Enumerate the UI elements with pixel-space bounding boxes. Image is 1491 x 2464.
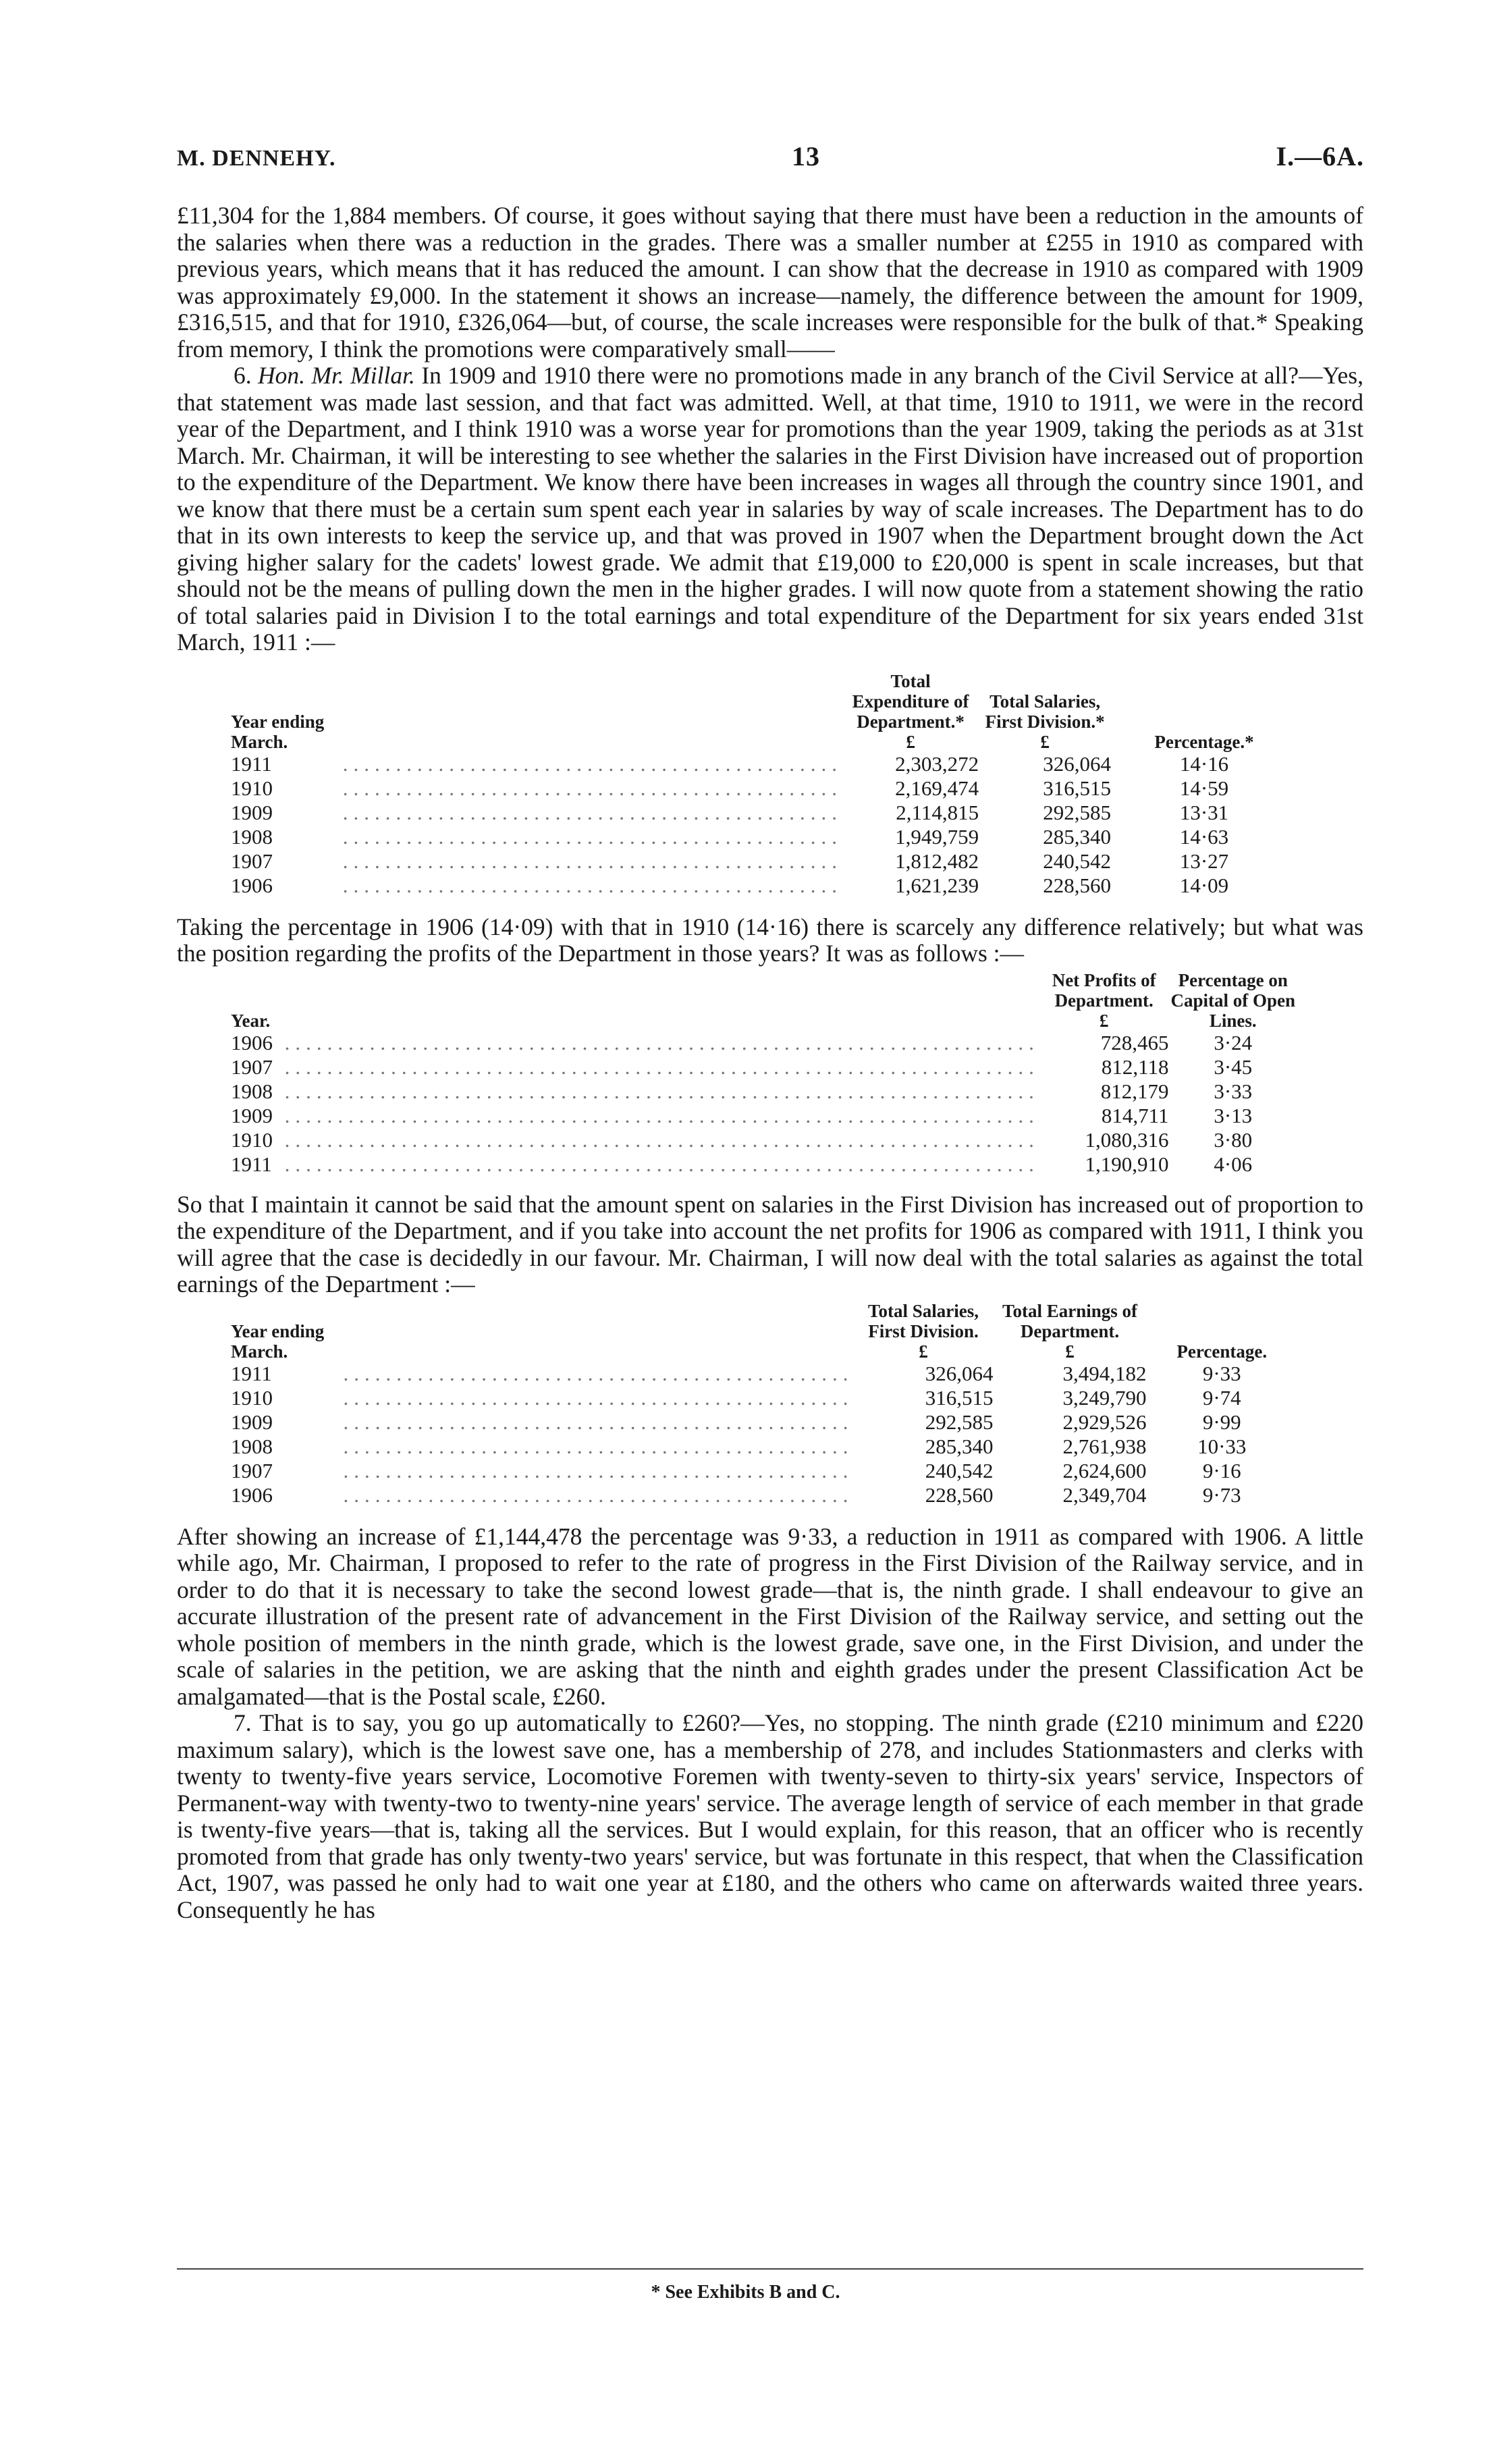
table-row: 1909 ................................................ 292,585 2,929,526 9·99 [231, 1410, 1241, 1434]
paragraph-6: 7. That is to say, you go up automatically to £260?—Yes, no stopping. The ninth grade (£210 minimum and £220 maximum salary), which is the lowest save one, has a membership of 278, and includes Stationmasters and clerks with twenty to twenty-five years service, Locomotive Foremen with twenty-seven to thirty-six years' service, Inspectors of Permanent-way with twenty-two to twenty-nine years' service. The average length of service of each member in that grade is twenty-five years—that is, taking all the services. But I would explain, for this reason, that an officer who is recently promoted from that grade has only twenty-two years' service, but was fortunate in this respect, that when the Classification Act, 1907, was passed he only had to wait one year at £180, and the others who came on afterwards waited three years. Consequently he has [177, 1709, 1363, 1923]
footnote: * See Exhibits B and C. [651, 2282, 840, 2303]
col-percentage-header: Percentage. [1176, 1341, 1268, 1362]
expenditure-table [231, 671, 1297, 898]
col-salaries-header: Total Salaries, First Division. £ [867, 1300, 979, 1362]
earnings-table [231, 1301, 1297, 1507]
paragraph-2 [177, 363, 1363, 656]
table-row: 1908 ............................................... 1,949,759 285,340 14·63 [231, 824, 1229, 849]
table-row: 1908 ....................................................................... 812,179 3·33 [231, 1079, 1253, 1103]
footnote-divider [177, 2268, 1363, 2270]
table-row: 1910 ....................................................................... 1,080,316 3·80 [231, 1127, 1253, 1152]
col-salaries-header: Total Salaries, First Division.* £ [985, 691, 1105, 752]
page-header [177, 140, 1364, 174]
col-percentage-header: Percentage on Capital of Open Lines. [1170, 969, 1296, 1031]
table-row: 1911 ....................................................................... 1,190,910 4·06 [231, 1152, 1253, 1176]
table-header-row [231, 970, 1297, 1031]
paragraph-1: £11,304 for the 1,884 members. Of course, it goes without saying that there must have been a reduction in the amounts of the salaries when there was a reduction in the grades. There was a smaller number at £255 in 1910 as compared with previous years, which means that it has reduced the amount. I can show that the decrease in 1910 as compared with 1909 was approximately £9,000. In the statement it shows an increase—namely, the difference between the amount for 1909, £316,515, and that for 1910, £326,064—but, of course, the scale increases were responsible for the bulk of that.* Speaking from memory, I think the promotions were comparatively small—— [177, 202, 1363, 363]
question-number: 6. [234, 362, 252, 389]
col-earnings-header: Total Earnings of Department. £ [1002, 1300, 1138, 1362]
page-number: 13 [792, 141, 821, 171]
table-row: 1907 ............................................... 1,812,482 240,542 13·27 [231, 849, 1229, 873]
table-row: 1910 ................................................ 316,515 3,249,790 9·74 [231, 1385, 1241, 1410]
table-row: 1907 ....................................................................... 812,118 3·45 [231, 1054, 1253, 1079]
table-header-row [231, 671, 1297, 752]
document-reference: I.—6A. [1276, 141, 1364, 171]
paragraph-2-text: In 1909 and 1910 there were no promotions made in any branch of the Civil Service at all?—Yes, that statement was made last session, and that fact was admitted. Well, at that time, 1910 to 1911, we were in the record year of the Department, and I think 1910 was a worse year for promotions than the year 1909, taking the periods as at 31st March. Mr. Chairman, it will be interesting to see whether the salaries in the First Division have increased out of proportion to the expenditure of the Department. We know there have been increases in wages all through the country since 1901, and we know that there must be a certain sum spent each year in salaries by way of scale increases. The Department has to do that in its own interests to keep the service up, and that was proved in 1907 when the Department brought down the Act giving higher salary for the cadets' lowest grade. We admit that £19,000 to £20,000 is spent in scale increases, but that should not be the means of pulling down the men in the higher grades. I will now quote from a statement showing the ratio of total salaries paid in Division I to the total earnings and total expenditure of the Department for six years ended 31st March, 1911 :— [177, 362, 1363, 655]
paragraph-4: So that I maintain it cannot be said that the amount spent on salaries in the First Division has increased out of proportion to the expenditure of the Department, and if you take into account the net profits for 1906 as compared with 1911, I think you will agree that the case is decidedly in our favour. Mr. Chairman, I will now deal with the total salaries as against the total earnings of the Department :— [177, 1190, 1363, 1297]
table-row: 1909 ....................................................................... 814,711 3·13 [231, 1103, 1253, 1127]
col-year-header: Year ending March. [231, 1320, 325, 1362]
table-row: 1909 ............................................... 2,114,815 292,585 13·31 [231, 800, 1229, 824]
paragraph-3: Taking the percentage in 1906 (14·09) with that in 1910 (14·16) there is scarcely any difference relatively; but what was the position regarding the profits of the Department in those years? It was as follows :— [177, 913, 1363, 967]
profits-table [231, 970, 1297, 1177]
table-row: 1906 ................................................ 228,560 2,349,704 9·73 [231, 1482, 1241, 1507]
table-row: 1911 ............................................... 2,303,272 326,064 14·16 [231, 751, 1229, 776]
speaker-name: Hon. Mr. Millar. [258, 362, 415, 389]
paragraph-5: After showing an increase of £1,144,478 the percentage was 9·33, a reduction in 1911 as compared with 1906. A little while ago, Mr. Chairman, I proposed to refer to the rate of progress in the First Division of the Railway service, and in order to do that it is necessary to take the second lowest grade—that is, the ninth grade. I shall endeavour to give an accurate illustration of the present rate of advancement in the First Division of the Railway service, and setting out the whole position of members in the ninth grade, which is the lowest grade, save one, in the First Division, and under the scale of salaries in the petition, we are asking that the ninth and eighth grades under the present Classification Act be amalgamated—that is the Postal scale, £260. [177, 1522, 1363, 1710]
table-row: 1906 ............................................... 1,621,239 228,560 14·09 [231, 873, 1229, 897]
table-row: 1908 ................................................ 285,340 2,761,938 10·33 [231, 1434, 1247, 1458]
table-header-row [231, 1301, 1297, 1362]
col-profits-header: Net Profits of Department. £ [1052, 969, 1156, 1031]
col-year-header: Year. [231, 1010, 271, 1031]
header-author: M. DENNEHY. [177, 146, 336, 171]
col-year-header: Year ending March. [231, 711, 325, 752]
col-percentage-header: Percentage.* [1154, 731, 1254, 752]
table-row: 1911 ................................................ 326,064 3,494,182 9·33 [231, 1361, 1241, 1385]
table-row: 1906 ....................................................................... 728,465 3·24 [231, 1030, 1253, 1054]
col-expenditure-header: Total Expenditure of Department.* £ [852, 670, 969, 752]
table-row: 1907 ................................................ 240,542 2,624,600 9·16 [231, 1458, 1241, 1482]
table-row: 1910 ............................................... 2,169,474 316,515 14·59 [231, 776, 1229, 800]
page-body [177, 203, 1363, 1923]
